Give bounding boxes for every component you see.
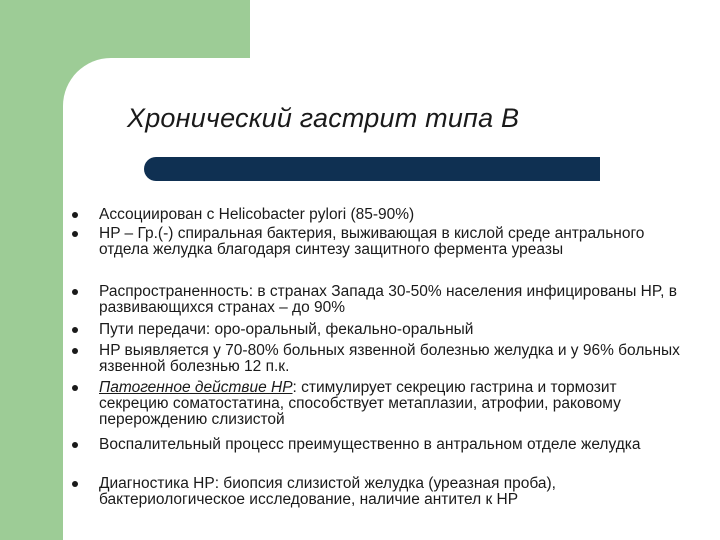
bullet-icon [72, 231, 78, 237]
bullet-text: HP выявляется у 70-80% больных язвенной болезнью желудка и у 96% больных язвенной болезнью 12 п.к. [99, 342, 680, 375]
bullet-icon [72, 289, 78, 295]
slide-title: Хронический гастрит типа В [127, 103, 520, 133]
bullet-text-rest: : стимулирует секрецию гастрина и тормозит секрецию соматостатина, способствует метаплазии, атрофии, раковому перерождению слизистой [99, 379, 621, 428]
bullet-text: Ассоциирован с Helicobacter pylori (85-90%) [99, 206, 415, 223]
bullet-text: Пути передачи: оро-оральный, фекально-оральный [99, 321, 474, 338]
bullet-text: Распространенность: в странах Запада 30-50% населения инфицированы HP, в развивающихся странах – до 90% [99, 283, 678, 316]
bullet-icon [72, 212, 78, 218]
bullet-icon [72, 385, 78, 391]
bullet-text: HP – Гр.(-) спиральная бактерия, выживающая в кислой среде антрального отдела желудка благодаря синтезу защитного фермента уреазы [99, 225, 645, 258]
bullet-text: Диагностика HP: биопсия слизистой желудка (уреазная проба), бактериологическое исследование, наличие антител к HP [99, 475, 556, 508]
bullet-icon [72, 348, 78, 354]
bullet-icon [72, 327, 78, 333]
title-underline-bar [160, 157, 600, 181]
bullet-icon [72, 442, 78, 448]
bullet-text [99, 380, 684, 427]
bullet-emphasis: Патогенное действие HP [99, 379, 293, 396]
bullet-text: Воспалительный процесс преимущественно в антральном отделе желудка [99, 436, 641, 453]
bullet-icon [72, 481, 78, 487]
